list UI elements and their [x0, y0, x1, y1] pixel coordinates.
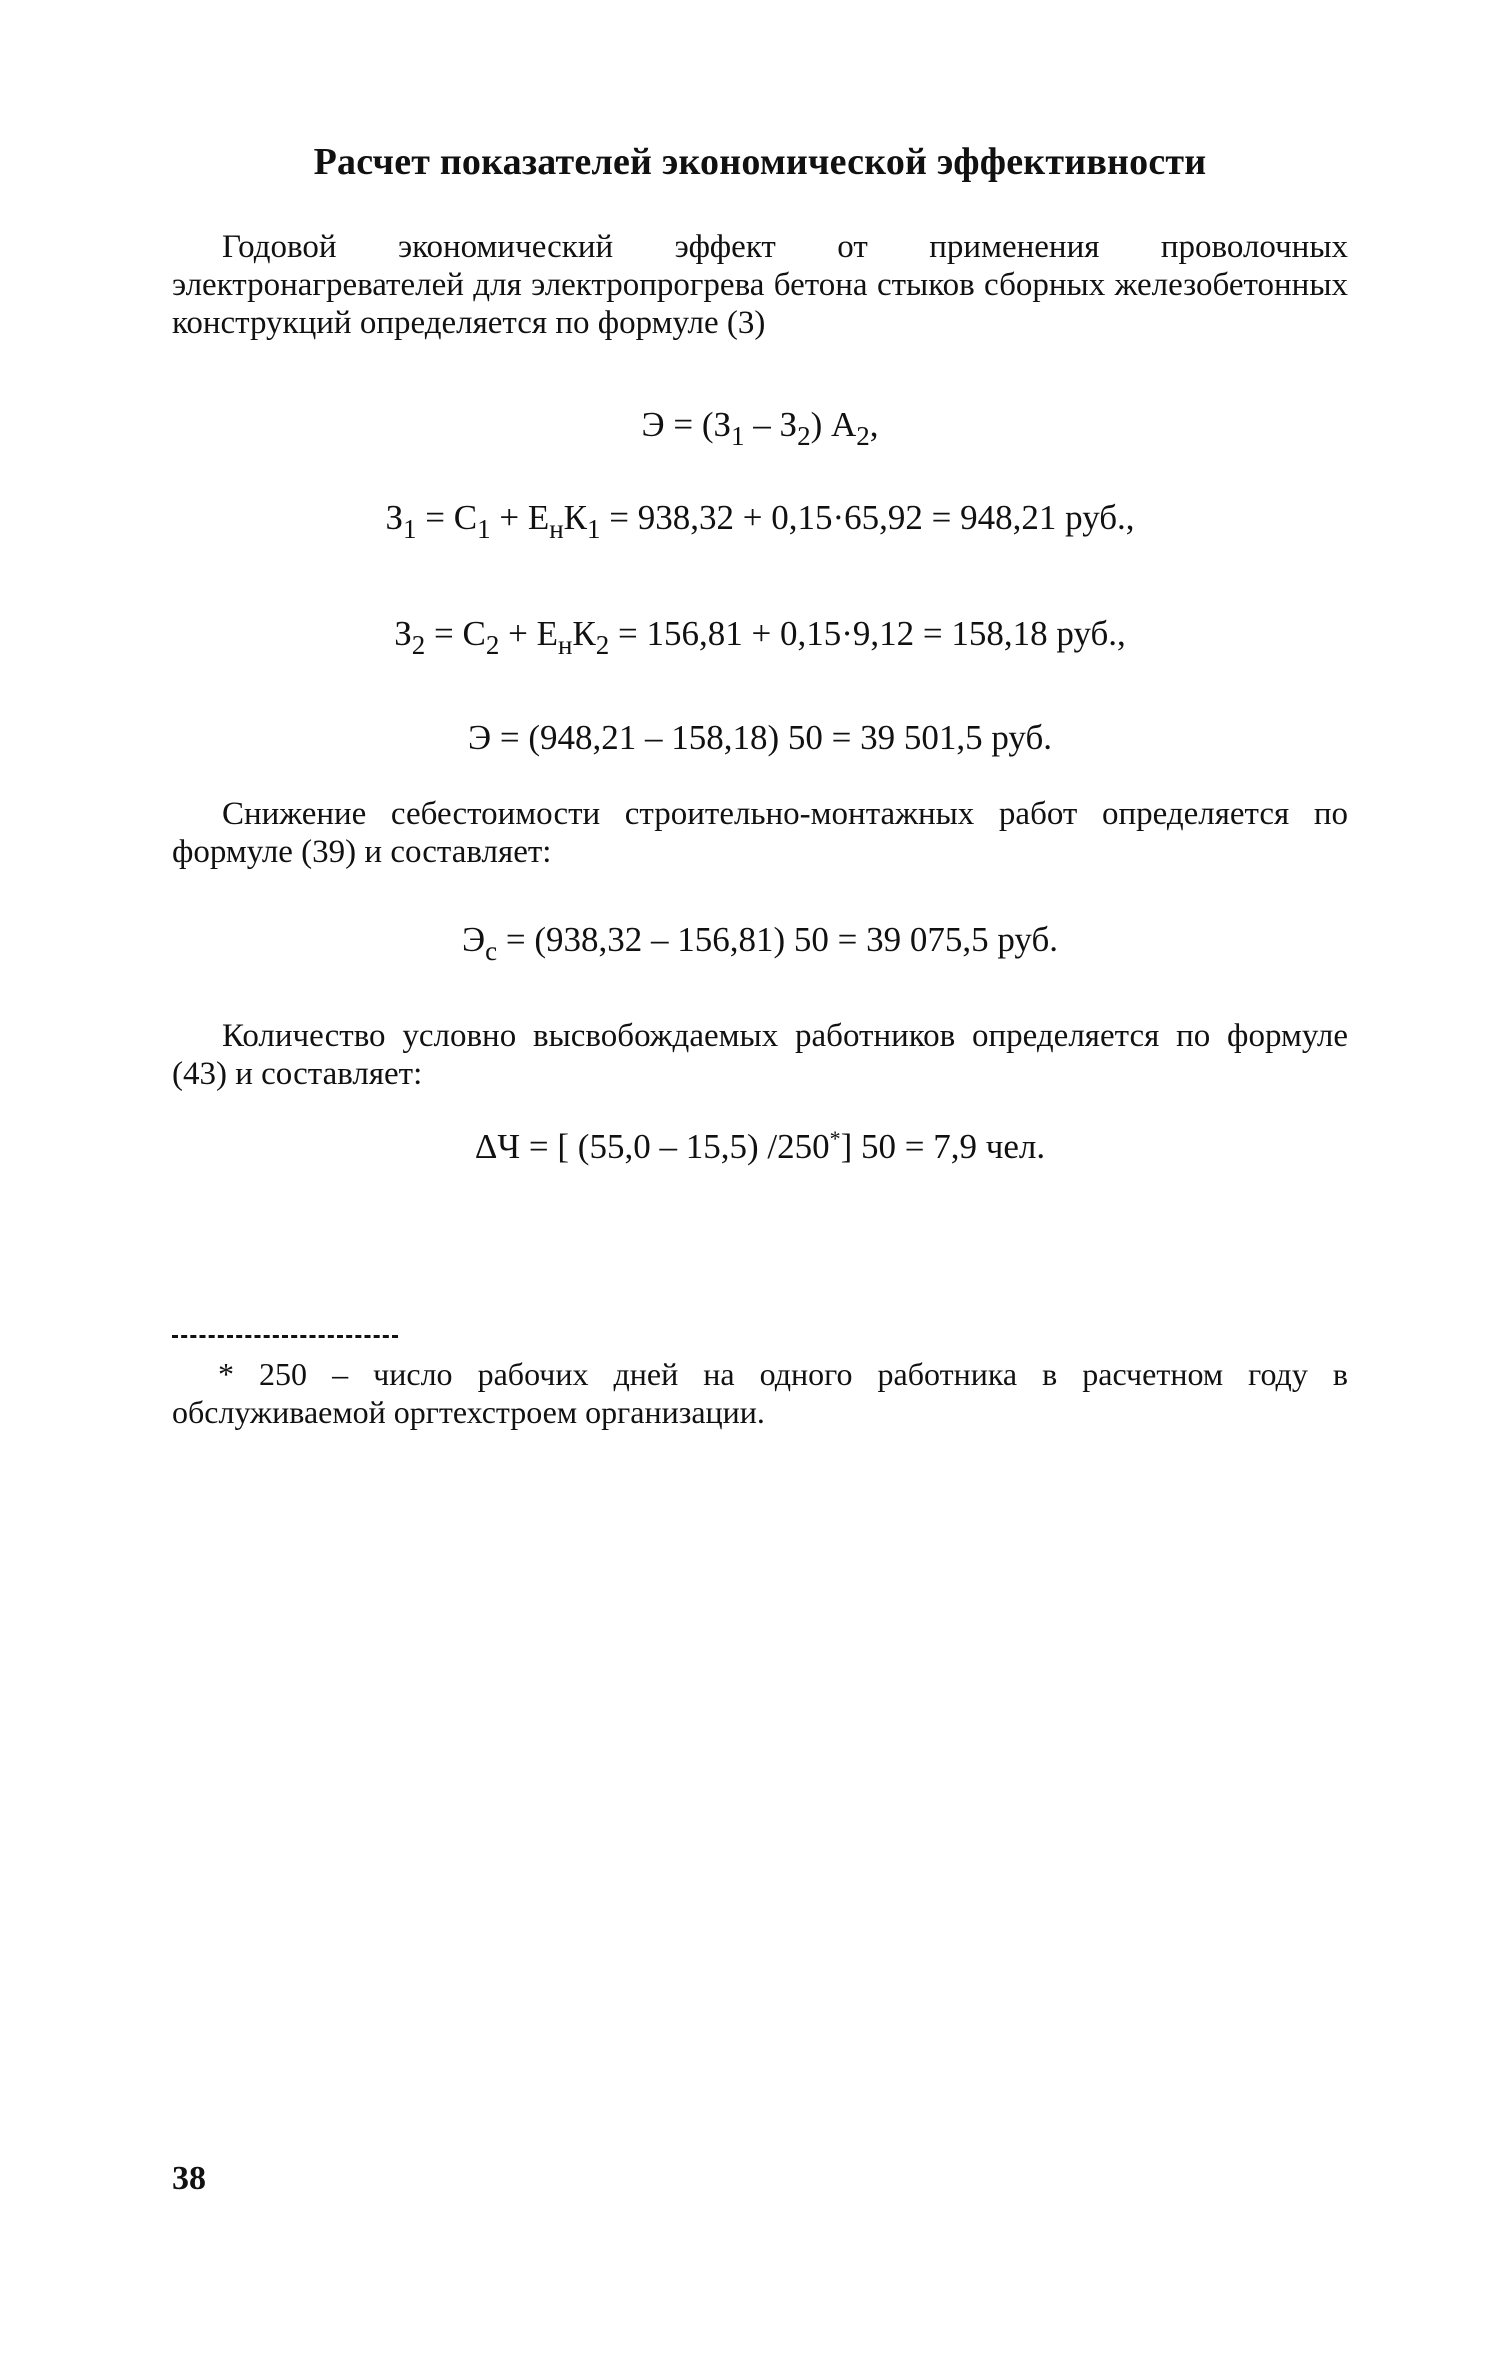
formula-z2: $З_2 = С_2 + Е_нК_2 = 156,81 + 0,15\cdot 9,12 = 158,18$ руб.,	[394, 614, 1126, 660]
page-title: Расчет показателей экономической эффективности	[313, 141, 1207, 183]
footnote	[172, 1355, 1348, 1431]
paragraph-workers	[172, 1017, 1348, 1093]
page-number: 38	[172, 2160, 206, 2197]
footnote-text: * 250 – число рабочих дней на одного работника в расчетном году в обслуживаемой оргтехстроем организации.	[172, 1356, 1348, 1430]
formula-cost-reduction: $Э_с = (938,32 - 156,81) 50 = 39$ 075,5 руб.	[461, 920, 1059, 966]
formula-z1: $З_1 = С_1 + Е_нК_1 = 938,32 + 0,15\cdot 65,92 = 948,21$ руб.,	[385, 498, 1135, 544]
footnote-divider	[172, 1335, 398, 1338]
formula-workers: ΔЧ = [ (55,0 – 15,5) /250*] 50 = 7,9 чел.	[474, 1126, 1046, 1166]
paragraph-cost-reduction-text: Снижение себестоимости строительно-монтажных работ определяется по формуле (39) и составляет:	[172, 796, 1348, 870]
paragraph-annual-effect-text: Годовой экономический эффект от применения проволочных электронагревателей для электропрогрева бетона стыков сборных железобетонных конструкций определяется по формуле (3)	[172, 229, 1348, 341]
paragraph-annual-effect	[172, 228, 1348, 342]
paragraph-cost-reduction	[172, 795, 1348, 871]
formula-annual-effect: $Э = (З_1 - З_2)$ $А_2$,	[641, 405, 879, 451]
paragraph-workers-text: Количество условно высвобождаемых работников определяется по формуле (43) и составляет:	[172, 1018, 1348, 1092]
formula-effect-value: Э = (948,21 – 158,18) 50 = 39 501,5 руб.	[467, 718, 1053, 757]
